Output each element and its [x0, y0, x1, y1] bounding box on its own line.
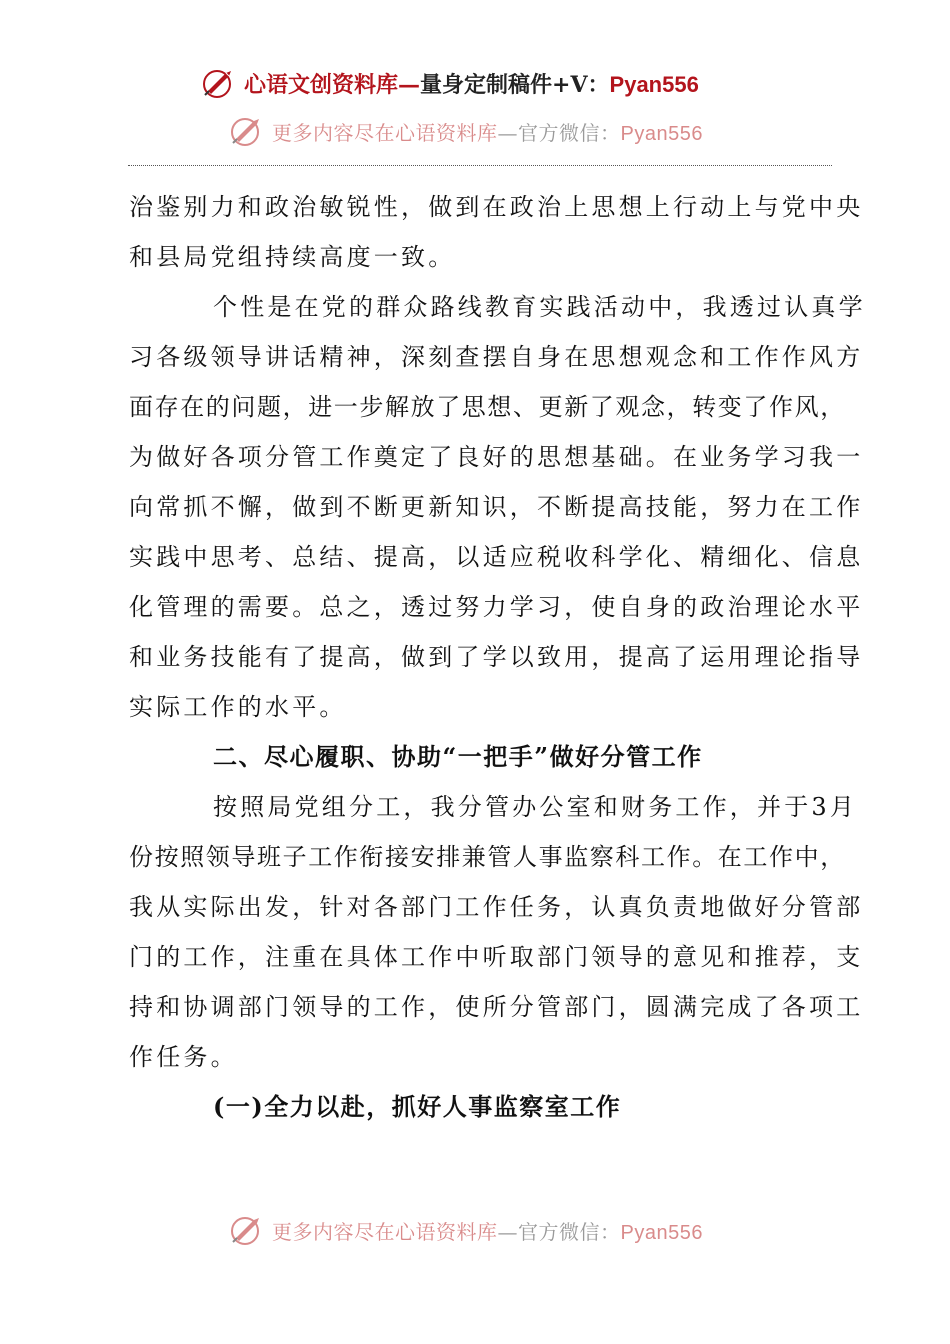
sub-prefix: 更多内容尽在心语资料库 [272, 120, 498, 145]
body-line: 习各级领导讲话精神，深刻查摆自身在思想观念和工作作风方 [129, 343, 864, 371]
body-line: 我从实际出发，针对各部门工作任务，认真负责地做好分管部 [129, 893, 864, 921]
sub-line [272, 117, 703, 146]
brand-name: 心语文创资料库 [244, 71, 399, 98]
body-line: 持和协调部门领导的工作，使所分管部门，圆满完成了各项工 [129, 993, 864, 1021]
header-divider [128, 165, 832, 166]
sub-wechat-id: Pyan556 [620, 122, 703, 145]
pen-logo-icon [228, 1212, 268, 1248]
body-line: 面存在的问题，进一步解放了思想、更新了观念，转变了作风， [129, 393, 846, 421]
body-line: 化管理的需要。总之，透过努力学习，使自身的政治理论水平 [129, 593, 864, 621]
brand-line [244, 68, 699, 99]
footer-wechat-id: Pyan556 [620, 1221, 703, 1244]
body-line: 和县局党组持续高度一致。 [129, 243, 456, 271]
pen-logo-icon [228, 113, 268, 149]
body-line: 实际工作的水平。 [129, 693, 347, 721]
footer-middle: —官方微信： [497, 1219, 621, 1244]
pen-logo-icon [200, 65, 240, 101]
brand-tail: 量身定制稿件+V： [420, 71, 610, 98]
brand-dash: — [398, 71, 421, 98]
subsection-heading: (一)全力以赴，抓好人事监察室工作 [213, 1092, 622, 1121]
footer-line [272, 1216, 703, 1245]
body-line: 按照局党组分工，我分管办公室和财务工作，并于3月 [213, 793, 858, 821]
brand-banner [200, 64, 760, 102]
body-line: 作任务。 [129, 1043, 238, 1071]
page-footer [228, 1212, 748, 1248]
body-line: 为做好各项分管工作奠定了良好的思想基础。在业务学习我一 [129, 443, 864, 471]
sub-middle: —官方微信： [497, 120, 621, 145]
sub-banner [228, 113, 748, 149]
body-line: 门的工作，注重在具体工作中听取部门领导的意见和推荐，支 [129, 943, 864, 971]
body-line: 实践中思考、总结、提高，以适应税收科学化、精细化、信息 [129, 543, 864, 571]
body-line: 向常抓不懈，做到不断更新知识，不断提高技能，努力在工作 [129, 493, 864, 521]
page-header [0, 0, 950, 170]
body-line: 个性是在党的群众路线教育实践活动中，我透过认真学 [213, 293, 866, 321]
brand-wechat-id: Pyan556 [609, 71, 699, 97]
body-line: 和业务技能有了提高，做到了学以致用，提高了运用理论指导 [129, 643, 864, 671]
section-heading: 二、尽心履职、协助“一把手”做好分管工作 [213, 742, 703, 771]
body-line: 份按照领导班子工作衔接安排兼管人事监察科工作。在工作中， [129, 843, 846, 871]
footer-prefix: 更多内容尽在心语资料库 [272, 1219, 498, 1244]
document-body [129, 182, 866, 1132]
body-line: 治鉴别力和政治敏锐性，做到在政治上思想上行动上与党中央 [129, 193, 864, 221]
